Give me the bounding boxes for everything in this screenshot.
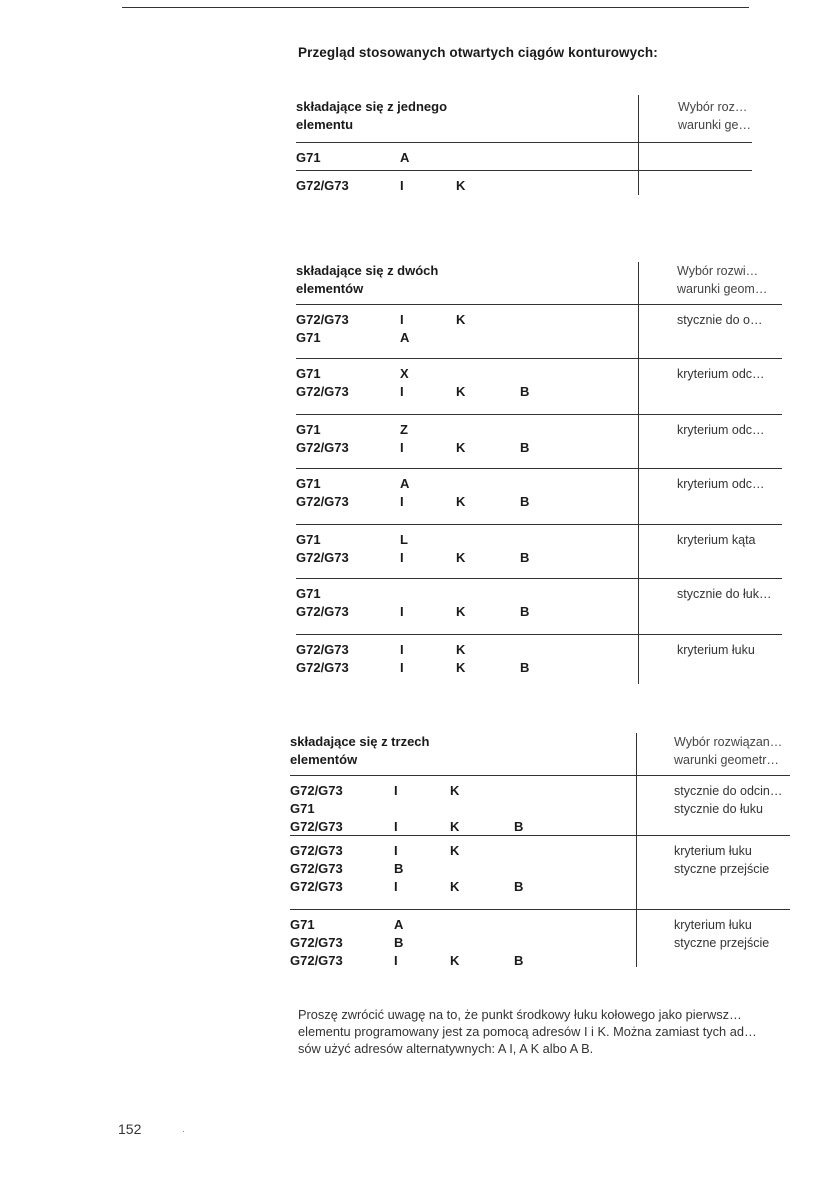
geometric-condition: stycznie do odcin… — [674, 784, 783, 798]
geometric-condition: styczne przejście — [674, 862, 770, 876]
address-letter: Z — [400, 422, 408, 437]
address-letter: I — [400, 494, 404, 509]
row-rule — [290, 909, 790, 910]
address-letter: L — [400, 532, 408, 547]
g-code: G72/G73 — [290, 843, 343, 858]
header-rule — [296, 142, 752, 143]
footnote-paragraph: Proszę zwrócić uwagę na to, że punkt środkowy łuku kołowego jako pierwsz… elementu programowany jest za pomocą adresów I i K. Można zamiast tych ad… sów użyć adresów alternatywnych: A I, A K albo A B. — [298, 1007, 757, 1056]
address-letter: K — [456, 642, 466, 657]
address-letter: B — [514, 953, 524, 968]
g-code: G71 — [296, 476, 321, 491]
g-code: G72/G73 — [296, 660, 349, 675]
g-code: G71 — [290, 801, 315, 816]
address-letter: I — [400, 604, 404, 619]
geometric-condition: stycznie do o… — [677, 313, 763, 327]
address-letter: B — [520, 440, 530, 455]
g-code: G72/G73 — [296, 550, 349, 565]
g-code: G72/G73 — [290, 861, 343, 876]
g-code: G72/G73 — [296, 384, 349, 399]
geometric-condition: kryterium łuku — [674, 844, 752, 858]
g-code: G71 — [296, 330, 321, 345]
top-rule — [122, 7, 749, 8]
g-code: G71 — [296, 366, 321, 381]
g-code: G72/G73 — [296, 312, 349, 327]
address-letter: B — [520, 660, 530, 675]
address-letter: I — [394, 879, 398, 894]
column-divider — [636, 733, 637, 967]
address-letter: X — [400, 366, 409, 381]
row-rule — [290, 835, 790, 836]
address-letter: K — [456, 604, 466, 619]
address-letter: I — [400, 550, 404, 565]
section-title: elementów — [290, 752, 358, 767]
address-letter: I — [394, 953, 398, 968]
geometric-condition: kryterium kąta — [677, 533, 756, 547]
address-letter: K — [450, 843, 460, 858]
address-letter: B — [520, 494, 530, 509]
g-code: G72/G73 — [296, 440, 349, 455]
row-rule — [296, 468, 782, 469]
geometric-condition: styczne przejście — [674, 936, 770, 950]
address-letter: B — [520, 384, 530, 399]
address-letter: A — [400, 476, 410, 491]
geometric-condition: kryterium łuku — [674, 918, 752, 932]
address-letter: I — [394, 843, 398, 858]
address-letter: K — [450, 953, 460, 968]
column-header-solution: Wybór roz… — [678, 100, 748, 114]
page-heading: Przegląd stosowanych otwartych ciągów konturowych: — [298, 45, 658, 60]
geometric-condition: stycznie do łuku — [674, 802, 763, 816]
page-number: 152 — [118, 1121, 142, 1137]
g-code: G72/G73 — [290, 783, 343, 798]
address-letter: I — [400, 384, 404, 399]
column-header-solution: Wybór rozwi… — [677, 264, 759, 278]
section-title: elementów — [296, 281, 364, 296]
header-rule — [296, 304, 782, 305]
section-title: elementu — [296, 117, 354, 132]
address-letter: B — [514, 879, 524, 894]
address-letter: A — [394, 917, 404, 932]
g-code: G71 — [296, 586, 321, 601]
address-letter: A — [400, 330, 410, 345]
address-letter: K — [456, 312, 466, 327]
g-code: G71 — [296, 422, 321, 437]
address-letter: K — [456, 384, 466, 399]
row-rule — [296, 634, 782, 635]
address-letter: B — [514, 819, 524, 834]
address-letter: I — [400, 660, 404, 675]
geometric-condition: kryterium łuku — [677, 643, 755, 657]
address-letter: I — [394, 783, 398, 798]
row-rule — [296, 358, 782, 359]
g-code: G71 — [290, 917, 315, 932]
address-letter: K — [456, 178, 466, 193]
header-rule — [290, 775, 790, 776]
column-header-solution: Wybór rozwiązan… — [674, 735, 783, 749]
address-letter: K — [450, 879, 460, 894]
column-header-conditions: warunki geometr… — [674, 753, 779, 767]
address-letter: K — [456, 550, 466, 565]
section-title: składające się z jednego — [296, 99, 448, 114]
row-rule — [296, 414, 782, 415]
g-code: G72/G73 — [296, 642, 349, 657]
column-header-conditions: warunki ge… — [678, 118, 751, 132]
g-code: G72/G73 — [290, 935, 343, 950]
section-title: składające się z trzech — [290, 734, 430, 749]
address-letter: K — [450, 819, 460, 834]
address-letter: B — [394, 935, 404, 950]
address-letter: K — [450, 783, 460, 798]
address-letter: I — [400, 440, 404, 455]
column-divider — [638, 262, 639, 684]
address-letter: A — [400, 150, 410, 165]
address-letter: I — [400, 178, 404, 193]
row-rule — [296, 578, 782, 579]
g-code: G72/G73 — [296, 494, 349, 509]
g-code: G72/G73 — [290, 879, 343, 894]
g-code: G72/G73 — [296, 604, 349, 619]
address-letter: K — [456, 660, 466, 675]
geometric-condition: stycznie do łuk… — [677, 587, 772, 601]
address-letter: B — [394, 861, 404, 876]
g-code: G71 — [296, 150, 321, 165]
address-letter: I — [400, 642, 404, 657]
address-letter: K — [456, 494, 466, 509]
column-divider — [638, 95, 639, 195]
section-title: składające się z dwóch — [296, 263, 439, 278]
g-code: G72/G73 — [296, 178, 349, 193]
address-letter: B — [520, 604, 530, 619]
column-header-conditions: warunki geom… — [677, 282, 768, 296]
address-letter: B — [520, 550, 530, 565]
scan-speck — [183, 1131, 184, 1132]
geometric-condition: kryterium odc… — [677, 477, 765, 491]
row-rule — [296, 524, 782, 525]
address-letter: K — [456, 440, 466, 455]
g-code: G71 — [296, 532, 321, 547]
address-letter: I — [400, 312, 404, 327]
address-letter: I — [394, 819, 398, 834]
geometric-condition: kryterium odc… — [677, 367, 765, 381]
g-code: G72/G73 — [290, 819, 343, 834]
row-rule — [296, 170, 752, 171]
g-code: G72/G73 — [290, 953, 343, 968]
geometric-condition: kryterium odc… — [677, 423, 765, 437]
